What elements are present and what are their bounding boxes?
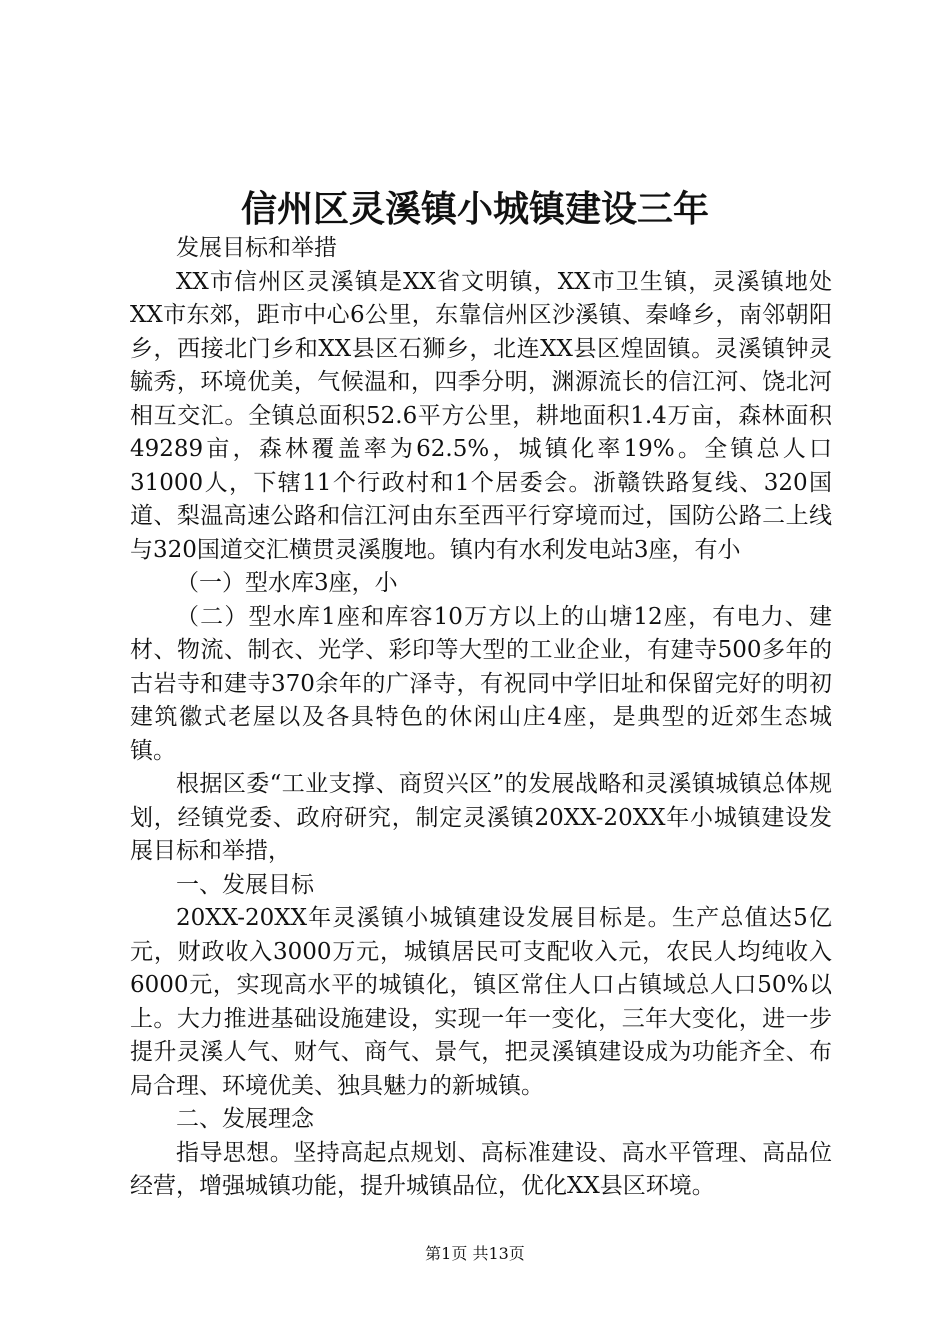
document-title: 信州区灵溪镇小城镇建设三年	[240, 188, 709, 230]
paragraph-guiding-thought: 指导思想。坚持高起点规划、高标准建设、高水平管理、高品位经营，增强城镇功能，提升城镇品位，优化XX县区环境。	[130, 1139, 832, 1199]
section-heading-goals: 一、发展目标	[176, 871, 314, 898]
paragraph-reservoir-type-2: （二）型水库1座和库容10万方以上的山塘12座，有电力、建材、物流、制衣、光学、彩印等大型的工业企业，有建寺500多年的古岩寺和建寺370余年的广泽寺，有祝同中学旧址和保留完好的明初建筑徽式老屋以及各具特色的休闲山庄4座，是典型的近郊生态城镇。	[130, 603, 832, 764]
paragraph-reservoir-type-1: （一）型水库3座，小	[176, 570, 398, 596]
paragraph-heading-continued: 发展目标和举措	[176, 235, 337, 261]
paragraph-strategy: 根据区委“工业支撑、商贸兴区”的发展战略和灵溪镇城镇总体规划，经镇党委、政府研究，制定灵溪镇20XX-20XX年小城镇建设发展目标和举措，	[130, 771, 832, 864]
page-number: 第1页 共13页	[425, 1244, 525, 1263]
document-body	[130, 232, 832, 1204]
section-heading-concept: 二、发展理念	[176, 1106, 314, 1132]
paragraph-overview: XX市信州区灵溪镇是XX省文明镇，XX市卫生镇，灵溪镇地处XX市东郊，距市中心6公里，东靠信州区沙溪镇、秦峰乡，南邻朝阳乡，西接北门乡和XX县区石狮乡，北连XX县区煌固镇。灵溪镇钟灵毓秀，环境优美，气候温和，四季分明，渊源流长的信江河、饶北河相互交汇。全镇总面积52.6平方公里，耕地面积1.4万亩，森林面积49289亩，森林覆盖率为62.5%，城镇化率19%。全镇总人口31000人，下辖11个行政村和1个居委会。浙赣铁路复线、320国道、梨温高速公路和信江河由东至西平行穿境而过，国防公路二上线与320国道交汇横贯灵溪腹地。镇内有水利发电站3座，有小	[130, 268, 832, 563]
paragraph-goals: 20XX-20XX年灵溪镇小城镇建设发展目标是。生产总值达5亿元，财政收入3000万元，城镇居民可支配收入元，农民人均纯收入6000元，实现高水平的城镇化，镇区常住人口占镇域总人口50%以上。大力推进基础设施建设，实现一年一变化，三年大变化，进一步提升灵溪人气、财气、商气、景气，把灵溪镇建设成为功能齐全、布局合理、环境优美、独具魅力的新城镇。	[130, 905, 832, 1099]
